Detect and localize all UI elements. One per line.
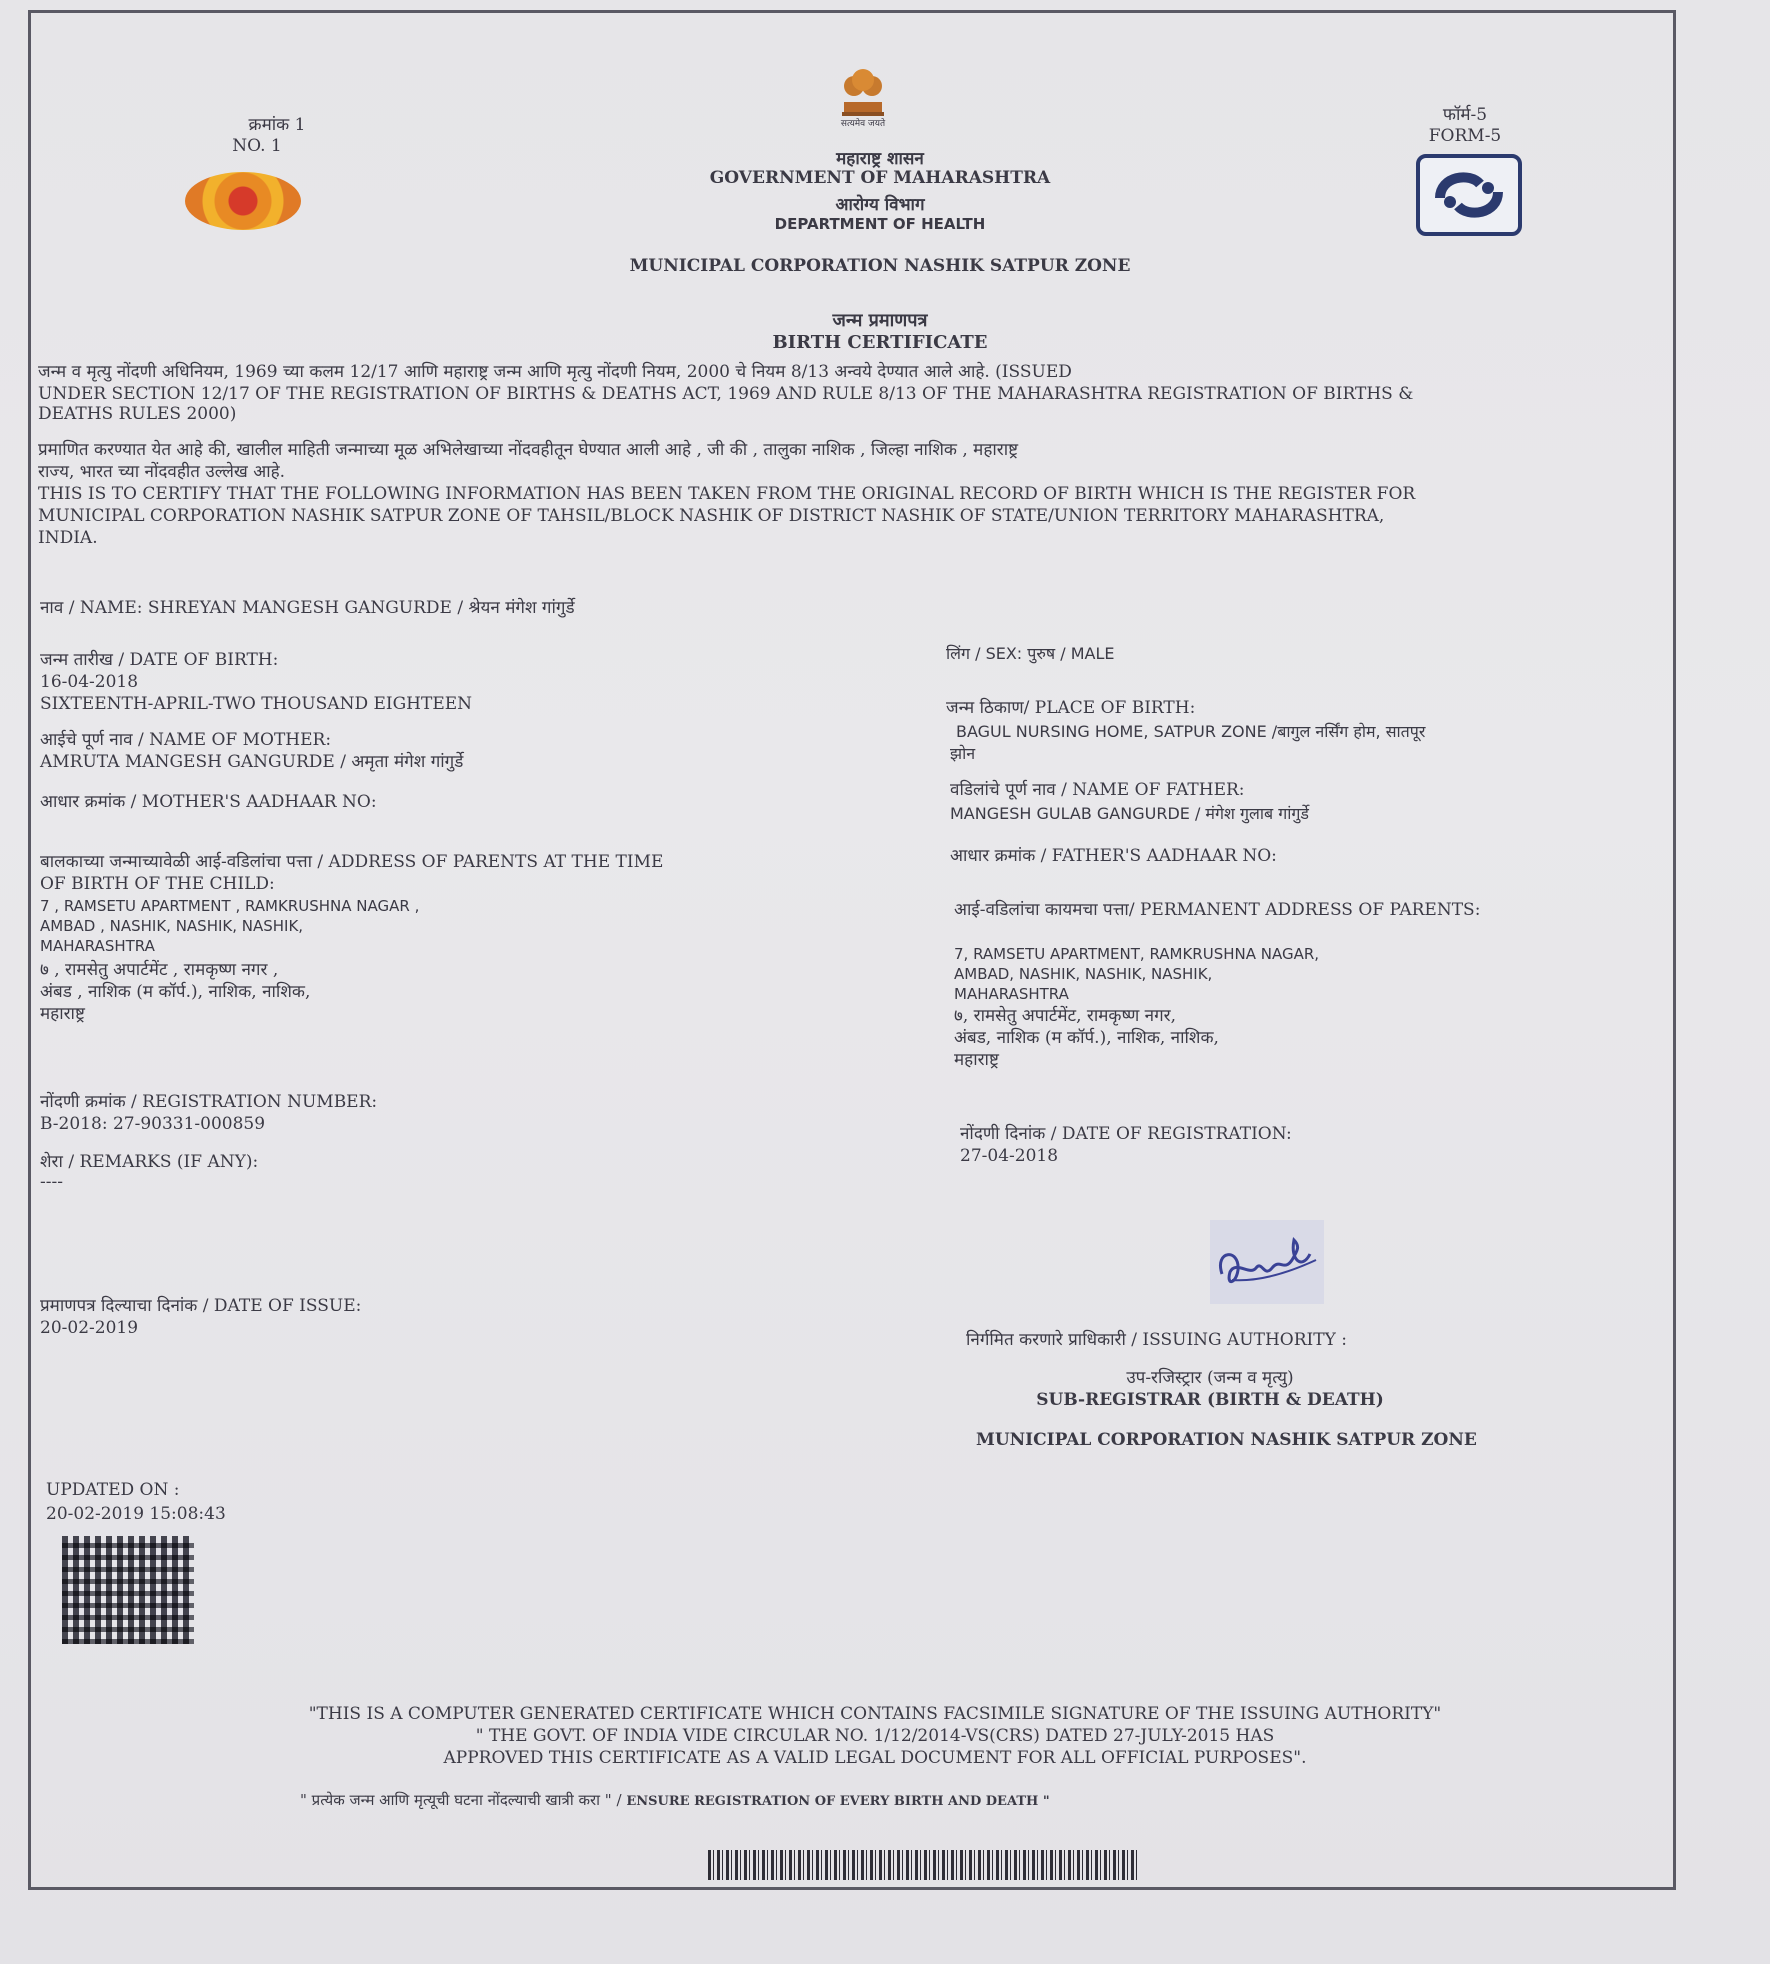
place-of-birth-label: जन्म ठिकाण/ PLACE OF BIRTH: <box>946 698 1196 718</box>
remarks-label: शेरा / REMARKS (IF ANY): <box>40 1152 259 1172</box>
govt-english: GOVERNMENT OF MAHARASHTRA <box>709 168 1051 188</box>
number-marathi: क्रमांक 1 <box>248 115 306 135</box>
circular-note-1: " THE GOVT. OF INDIA VIDE CIRCULAR NO. 1/12/2014-VS(CRS) DATED 27-JULY-2015 HAS <box>475 1726 1275 1746</box>
birth-address-label-2: OF BIRTH OF THE CHILD: <box>40 874 275 894</box>
municipal-seal-icon <box>185 172 301 230</box>
ensure-registration-marathi: " प्रत्येक जन्म आणि मृत्यूची घटना नोंदल्याची खात्री करा " / <box>300 1791 622 1809</box>
issuing-corporation: MUNICIPAL CORPORATION NASHIK SATPUR ZONE <box>976 1430 1477 1450</box>
dept-english: DEPARTMENT OF HEALTH <box>774 215 986 233</box>
form-marathi: फॉर्म-5 <box>1442 105 1488 125</box>
registration-date-value: 27-04-2018 <box>960 1146 1059 1166</box>
registration-number-value: B-2018: 27-90331-000859 <box>40 1114 266 1134</box>
date-of-issue-label: प्रमाणपत्र दिल्याचा दिनांक / DATE OF ISSUE: <box>40 1296 362 1316</box>
date-of-issue-value: 20-02-2019 <box>40 1318 139 1338</box>
birth-address-marathi-3: महाराष्ट्र <box>40 1004 85 1024</box>
corporation-title: MUNICIPAL CORPORATION NASHIK SATPUR ZONE <box>629 256 1131 276</box>
certify-marathi-1: प्रमाणित करण्यात येत आहे की, खालील माहिती जन्माच्या मूळ अभिलेखाच्या नोंदवहीतून घेण्यात आली आहे , जी की , तालुका नाशिक , जिल्हा नाशिक , महाराष्ट्र <box>38 440 1019 460</box>
certify-marathi-2: राज्य, भारत च्या नोंदवहीत उल्लेख आहे. <box>38 462 286 482</box>
number-english: NO. 1 <box>232 136 282 156</box>
remarks-value: ---- <box>40 1172 63 1192</box>
ensure-registration-line <box>300 1790 1600 1810</box>
father-name-value: MANGESH GULAB GANGURDE / मंगेश गुलाब गांगुर्डे <box>950 804 1309 823</box>
permanent-address-marathi-3: महाराष्ट्र <box>954 1050 999 1070</box>
sub-registrar-marathi: उप-रजिस्ट्रार (जन्म व मृत्यु) <box>1126 1368 1294 1388</box>
certificate-title: BIRTH CERTIFICATE <box>772 332 988 353</box>
title-marathi: जन्म प्रमाणपत्र <box>832 310 928 331</box>
certify-english-2: MUNICIPAL CORPORATION NASHIK SATPUR ZONE OF TAHSIL/BLOCK NASHIK OF DISTRICT NASHIK OF STATE/UNION TERRITORY MAHARASHTRA, <box>38 506 1385 526</box>
issued-under-english-1: UNDER SECTION 12/17 OF THE REGISTRATION OF BIRTHS & DEATHS ACT, 1969 AND RULE 8/13 OF THE MAHARASHTRA REGISTRATION OF BIRTHS & <box>38 384 1414 404</box>
permanent-address-2: AMBAD, NASHIK, NASHIK, NASHIK, <box>954 965 1213 983</box>
birth-address-3: MAHARASHTRA <box>40 937 155 955</box>
state-emblem-icon <box>836 62 890 120</box>
issuing-authority-label: निर्गमित करणारे प्राधिकारी / ISSUING AUTHORITY : <box>966 1330 1347 1350</box>
govt-marathi: महाराष्ट्र शासन <box>836 149 924 169</box>
father-name-label: वडिलांचे पूर्ण नाव / NAME OF FATHER: <box>950 780 1245 800</box>
dept-marathi: आरोग्य विभाग <box>835 195 925 215</box>
birth-address-marathi-2: अंबड , नाशिक (म कॉर्प.), नाशिक, नाशिक, <box>40 982 311 1002</box>
dob-value: 16-04-2018 <box>40 672 139 692</box>
registration-date-label: नोंदणी दिनांक / DATE OF REGISTRATION: <box>960 1124 1292 1144</box>
birth-address-1: 7 , RAMSETU APARTMENT , RAMKRUSHNA NAGAR , <box>40 897 420 915</box>
circular-note-2: APPROVED THIS CERTIFICATE AS A VALID LEGAL DOCUMENT FOR ALL OFFICIAL PURPOSES". <box>443 1748 1307 1768</box>
father-aadhaar-label: आधार क्रमांक / FATHER'S AADHAAR NO: <box>950 846 1277 866</box>
mother-aadhaar-label: आधार क्रमांक / MOTHER'S AADHAAR NO: <box>40 792 377 812</box>
place-of-birth-value-1: BAGUL NURSING HOME, SATPUR ZONE /बागुल नर्सिंग होम, सातपूर <box>956 722 1426 741</box>
permanent-address-3: MAHARASHTRA <box>954 985 1069 1003</box>
certify-english-3: INDIA. <box>38 528 98 548</box>
issued-under-english-2: DEATHS RULES 2000) <box>38 404 237 424</box>
birth-address-label-1: बालकाच्या जन्माच्यावेळी आई-वडिलांचा पत्ता / ADDRESS OF PARENTS AT THE TIME <box>40 852 664 872</box>
sub-registrar-english: SUB-REGISTRAR (BIRTH & DEATH) <box>1036 1390 1384 1410</box>
barcode-icon <box>708 1850 1140 1880</box>
birth-address-2: AMBAD , NASHIK, NASHIK, NASHIK, <box>40 917 304 935</box>
certify-english-1: THIS IS TO CERTIFY THAT THE FOLLOWING INFORMATION HAS BEEN TAKEN FROM THE ORIGINAL RECORD OF BIRTH WHICH IS THE REGISTER FOR <box>38 484 1416 504</box>
mother-name-value: AMRUTA MANGESH GANGURDE / अमृता मंगेश गांगुर्डे <box>40 752 464 772</box>
facsimile-signature <box>1210 1220 1324 1304</box>
computer-generated-note: "THIS IS A COMPUTER GENERATED CERTIFICATE WHICH CONTAINS FACSIMILE SIGNATURE OF THE ISSUING AUTHORITY" <box>308 1704 1442 1724</box>
dob-label: जन्म तारीख / DATE OF BIRTH: <box>40 650 279 670</box>
updated-on-label: UPDATED ON : <box>46 1480 180 1500</box>
place-of-birth-value-2: झोन <box>950 744 976 763</box>
issued-under-marathi: जन्म व मृत्यु नोंदणी अधिनियम, 1969 च्या कलम 12/17 आणि महाराष्ट्र जन्म आणि मृत्यु नोंदणी नियम, 2000 चे नियम 8/13 अन्वये देण्यात आले आहे. (ISSUED <box>38 362 1072 382</box>
updated-on-value: 20-02-2019 15:08:43 <box>46 1504 226 1524</box>
ensure-registration-english: ENSURE REGISTRATION OF EVERY BIRTH AND DEATH " <box>626 1794 1050 1809</box>
sex: लिंग / SEX: पुरुष / MALE <box>946 644 1115 663</box>
mother-name-label: आईचे पूर्ण नाव / NAME OF MOTHER: <box>40 730 332 750</box>
permanent-address-label: आई-वडिलांचा कायमचा पत्ता/ PERMANENT ADDRESS OF PARENTS: <box>954 900 1481 920</box>
form-logo-icon <box>1416 154 1522 236</box>
birth-address-marathi-1: ७ , रामसेतु अपार्टमेंट , रामकृष्ण नगर , <box>40 960 279 980</box>
child-name: नाव / NAME: SHREYAN MANGESH GANGURDE / श्रेयन मंगेश गांगुर्डे <box>40 598 575 618</box>
registration-number-label: नोंदणी क्रमांक / REGISTRATION NUMBER: <box>40 1092 378 1112</box>
form-english: FORM-5 <box>1428 126 1502 146</box>
permanent-address-marathi-2: अंबड, नाशिक (म कॉर्प.), नाशिक, नाशिक, <box>954 1028 1219 1048</box>
dob-words: SIXTEENTH-APRIL-TWO THOUSAND EIGHTEEN <box>40 694 473 714</box>
permanent-address-marathi-1: ७, रामसेतु अपार्टमेंट, रामकृष्ण नगर, <box>954 1006 1177 1026</box>
emblem-caption: सत्यमेव जयते <box>840 119 886 129</box>
qr-code-icon <box>62 1536 194 1644</box>
permanent-address-1: 7, RAMSETU APARTMENT, RAMKRUSHNA NAGAR, <box>954 945 1320 963</box>
